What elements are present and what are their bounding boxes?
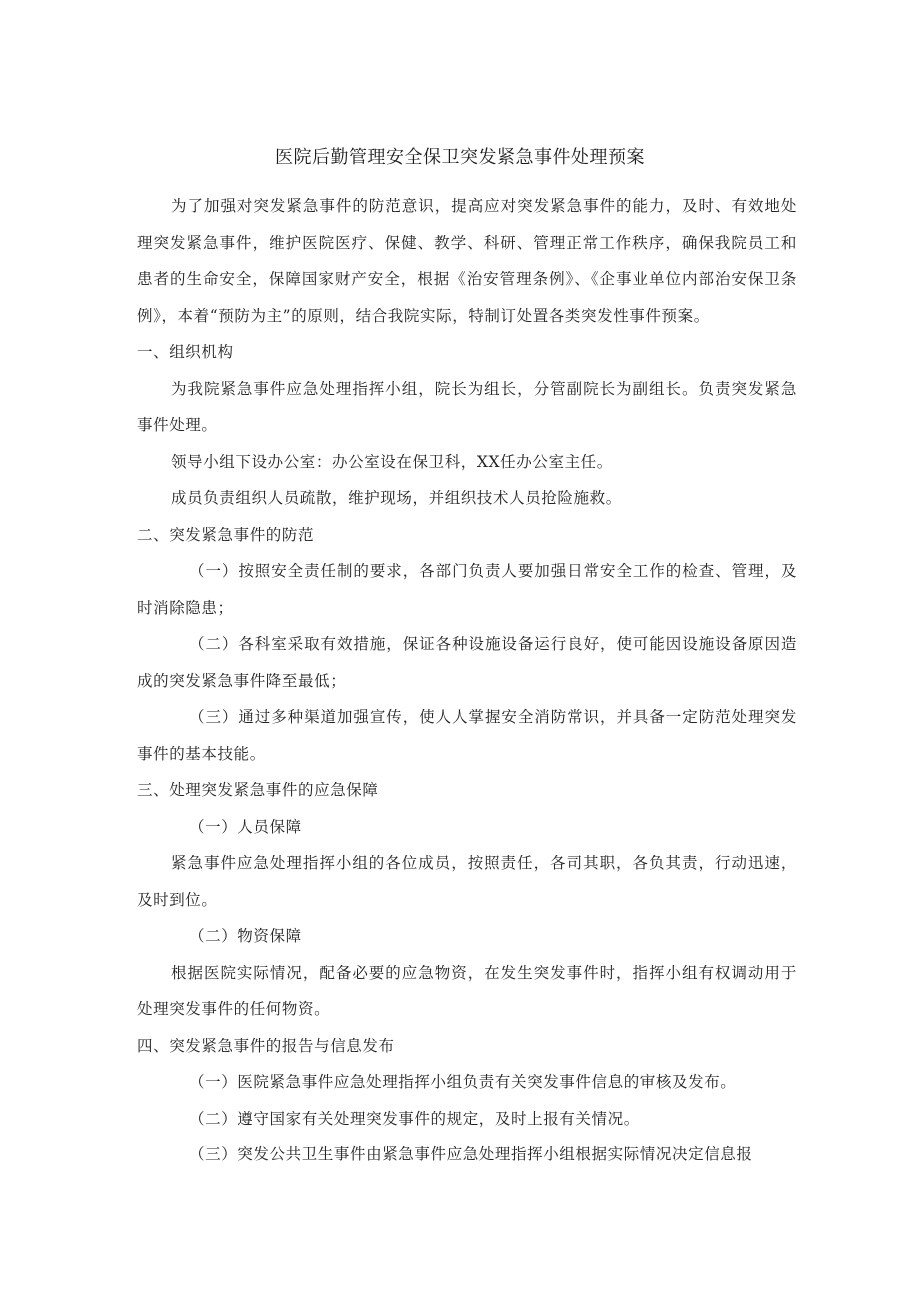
s3-paragraph-1: 紧急事件应急处理指挥小组的各位成员，按照责任，各司其职，各负其责，行动迅速，及时到位。 bbox=[137, 854, 797, 909]
s2-item-3: （三）通过多种渠道加强宣传，使人人掌握安全消防常识，并具备一定防范处理突发事件的基本技能。 bbox=[137, 708, 797, 763]
s3-subheading-2: （二）物资保障 bbox=[189, 927, 302, 945]
s3-paragraph-2: 根据医院实际情况，配备必要的应急物资，在发生突发事件时，指挥小组有权调动用于处理突发事件的任何物资。 bbox=[137, 963, 797, 1018]
section-heading-3: 三、处理突发紧急事件的应急保障 bbox=[137, 781, 379, 799]
s2-item-2: （二）各科室采取有效措施，保证各种设施设备运行良好，使可能因设施设备原因造成的突发紧急事件降至最低； bbox=[137, 635, 797, 690]
intro-paragraph: 为了加强对突发紧急事件的防范意识，提高应对突发紧急事件的能力，及时、有效地处理突发紧急事件，维护医院医疗、保健、教学、科研、管理正常工作秩序，确保我院员工和患者的生命安全，保障国家财产安全，根据《治安管理条例》、《企事业单位内部治安保卫条例》，本着“预防为主”的原则，结合我院实际，特制订处置各类突发性事件预案。 bbox=[137, 197, 797, 325]
section-heading-4: 四、突发紧急事件的报告与信息发布 bbox=[137, 1036, 395, 1055]
s4-item-3: （三）突发公共卫生事件由紧急事件应急处理指挥小组根据实际情况决定信息报 bbox=[189, 1145, 753, 1163]
s3-subheading-1: （一）人员保障 bbox=[189, 817, 302, 836]
s1-paragraph-2: 领导小组下设办公室：办公室设在保卫科，XX任办公室主任。 bbox=[171, 452, 613, 471]
s1-paragraph-3: 成员负责组织人员疏散，维护现场，并组织技术人员抢险施救。 bbox=[171, 489, 622, 507]
s1-paragraph-1: 为我院紧急事件应急处理指挥小组，院长为组长，分管副院长为副组长。负责突发紧急事件处理。 bbox=[137, 379, 797, 434]
section-heading-1: 一、组织机构 bbox=[137, 343, 234, 361]
document-title: 医院后勤管理安全保卫突发紧急事件处理预案 bbox=[275, 147, 645, 168]
s2-item-1: （一）按照安全责任制的要求，各部门负责人要加强日常安全工作的检查、管理，及时消除隐患； bbox=[137, 562, 797, 617]
section-heading-2: 二、突发紧急事件的防范 bbox=[137, 525, 315, 544]
document-body bbox=[137, 188, 797, 1171]
s4-item-2: （二）遵守国家有关处理突发事件的规定，及时上报有关情况。 bbox=[189, 1109, 640, 1128]
s4-item-1: （一）医院紧急事件应急处理指挥小组负责有关突发事件信息的审核及发布。 bbox=[189, 1073, 737, 1091]
